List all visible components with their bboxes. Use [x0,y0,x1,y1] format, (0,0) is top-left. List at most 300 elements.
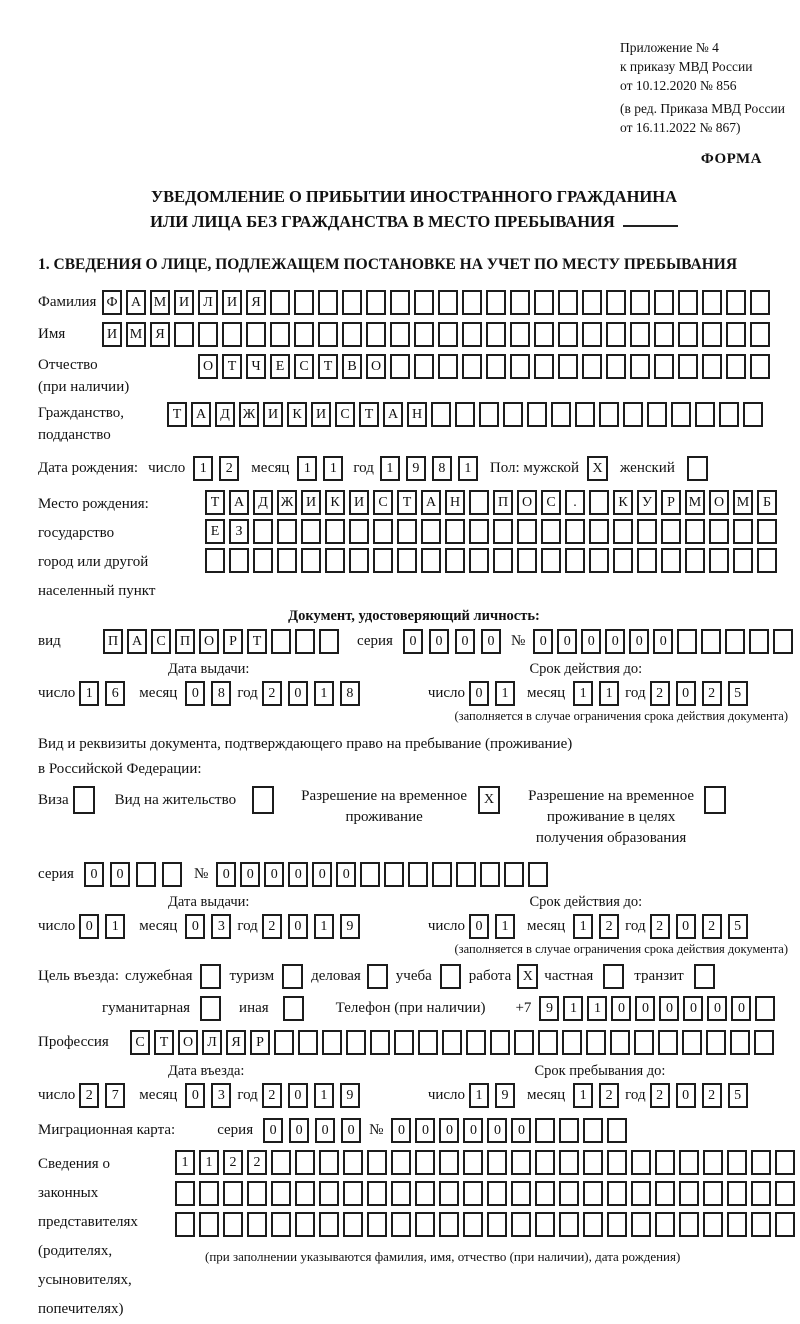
char-cell[interactable]: 2 [702,914,722,939]
char-cell[interactable]: 8 [211,681,231,706]
char-cell[interactable]: Ч [246,354,266,379]
char-cell[interactable] [325,519,345,544]
char-cell[interactable] [271,1150,291,1175]
char-cell[interactable]: 3 [211,1083,231,1108]
char-cell[interactable]: 9 [539,996,559,1021]
char-cell[interactable] [606,354,626,379]
stay-year-input[interactable] [650,1083,754,1108]
char-cell[interactable]: 1 [458,456,478,481]
char-cell[interactable] [775,1212,795,1237]
migration-number-input[interactable] [391,1118,631,1143]
char-cell[interactable] [655,1212,675,1237]
purpose-tourism-checkbox[interactable] [282,964,303,989]
char-cell[interactable] [703,1150,723,1175]
char-cell[interactable] [479,402,499,427]
char-cell[interactable] [654,290,674,315]
char-cell[interactable] [414,322,434,347]
residence-permit-checkbox[interactable] [252,786,274,814]
residence-valid-year-input[interactable] [650,914,754,939]
char-cell[interactable] [384,862,404,887]
char-cell[interactable] [727,1181,747,1206]
char-cell[interactable]: Т [397,490,417,515]
char-cell[interactable]: 0 [403,629,423,654]
char-cell[interactable] [247,1181,267,1206]
char-cell[interactable]: 0 [557,629,577,654]
char-cell[interactable] [175,1212,195,1237]
char-cell[interactable] [575,402,595,427]
char-cell[interactable] [682,1030,702,1055]
char-cell[interactable] [445,548,465,573]
char-cell[interactable] [469,519,489,544]
char-cell[interactable] [773,629,793,654]
char-cell[interactable] [343,1150,363,1175]
char-cell[interactable]: 0 [185,914,205,939]
char-cell[interactable] [295,1212,315,1237]
char-cell[interactable] [634,1030,654,1055]
char-cell[interactable]: И [174,290,194,315]
char-cell[interactable]: Р [661,490,681,515]
char-cell[interactable] [391,1150,411,1175]
entry-year-input[interactable] [262,1083,366,1108]
char-cell[interactable] [438,354,458,379]
char-cell[interactable] [733,519,753,544]
char-cell[interactable]: 7 [105,1083,125,1108]
char-cell[interactable] [749,629,769,654]
char-cell[interactable]: 0 [605,629,625,654]
char-cell[interactable] [702,290,722,315]
char-cell[interactable] [661,519,681,544]
char-cell[interactable]: 0 [185,681,205,706]
char-cell[interactable] [408,862,428,887]
char-cell[interactable] [367,1150,387,1175]
char-cell[interactable]: Т [222,354,242,379]
char-cell[interactable] [247,1212,267,1237]
char-cell[interactable] [367,1212,387,1237]
char-cell[interactable] [487,1181,507,1206]
char-cell[interactable] [535,1212,555,1237]
char-cell[interactable] [637,519,657,544]
char-cell[interactable] [391,1181,411,1206]
char-cell[interactable]: 0 [263,1118,283,1143]
char-cell[interactable]: И [263,402,283,427]
char-cell[interactable] [775,1150,795,1175]
char-cell[interactable]: 0 [629,629,649,654]
char-cell[interactable]: 9 [340,914,360,939]
char-cell[interactable]: А [229,490,249,515]
char-cell[interactable] [432,862,452,887]
birth-year-input[interactable] [380,456,484,481]
char-cell[interactable] [462,354,482,379]
char-cell[interactable]: О [517,490,537,515]
char-cell[interactable] [613,519,633,544]
representatives-row1-input[interactable] [175,1150,799,1175]
char-cell[interactable] [421,548,441,573]
char-cell[interactable] [647,402,667,427]
char-cell[interactable] [606,322,626,347]
char-cell[interactable]: О [178,1030,198,1055]
char-cell[interactable]: 0 [79,914,99,939]
char-cell[interactable]: И [102,322,122,347]
char-cell[interactable]: С [541,490,561,515]
char-cell[interactable] [538,1030,558,1055]
char-cell[interactable] [343,1181,363,1206]
char-cell[interactable]: 1 [495,681,515,706]
char-cell[interactable] [510,322,530,347]
char-cell[interactable] [223,1181,243,1206]
char-cell[interactable] [679,1150,699,1175]
char-cell[interactable] [431,402,451,427]
char-cell[interactable]: 0 [110,862,130,887]
char-cell[interactable]: 0 [315,1118,335,1143]
char-cell[interactable] [517,519,537,544]
char-cell[interactable]: П [175,629,195,654]
char-cell[interactable] [318,290,338,315]
char-cell[interactable] [630,322,650,347]
char-cell[interactable]: З [229,519,249,544]
char-cell[interactable]: 1 [380,456,400,481]
char-cell[interactable] [535,1181,555,1206]
char-cell[interactable] [367,1181,387,1206]
char-cell[interactable] [391,1212,411,1237]
char-cell[interactable]: Т [154,1030,174,1055]
char-cell[interactable] [229,548,249,573]
char-cell[interactable] [709,519,729,544]
char-cell[interactable] [534,290,554,315]
char-cell[interactable] [631,1212,651,1237]
char-cell[interactable] [727,1150,747,1175]
char-cell[interactable] [726,322,746,347]
char-cell[interactable]: 0 [288,1083,308,1108]
char-cell[interactable] [342,322,362,347]
char-cell[interactable]: М [733,490,753,515]
char-cell[interactable]: И [301,490,321,515]
char-cell[interactable]: 2 [599,1083,619,1108]
char-cell[interactable]: 0 [683,996,703,1021]
char-cell[interactable]: 8 [340,681,360,706]
char-cell[interactable] [397,548,417,573]
char-cell[interactable] [205,548,225,573]
temp-residence-checkbox[interactable]: X [478,786,500,814]
birth-month-input[interactable] [297,456,349,481]
firstname-input[interactable] [102,322,774,347]
char-cell[interactable]: 2 [247,1150,267,1175]
char-cell[interactable] [607,1181,627,1206]
char-cell[interactable] [136,862,156,887]
char-cell[interactable]: А [127,629,147,654]
char-cell[interactable] [630,354,650,379]
char-cell[interactable]: 0 [635,996,655,1021]
char-cell[interactable]: Я [226,1030,246,1055]
char-cell[interactable] [695,402,715,427]
char-cell[interactable] [511,1150,531,1175]
birth-place-row2-input[interactable] [205,519,781,544]
char-cell[interactable]: Р [250,1030,270,1055]
char-cell[interactable] [301,548,321,573]
char-cell[interactable]: И [349,490,369,515]
char-cell[interactable] [654,354,674,379]
char-cell[interactable]: 0 [240,862,260,887]
char-cell[interactable] [582,290,602,315]
char-cell[interactable]: 2 [262,914,282,939]
char-cell[interactable] [223,1212,243,1237]
char-cell[interactable]: 0 [469,914,489,939]
char-cell[interactable] [366,290,386,315]
char-cell[interactable] [463,1150,483,1175]
char-cell[interactable] [589,490,609,515]
char-cell[interactable] [730,1030,750,1055]
char-cell[interactable]: 5 [728,681,748,706]
residence-issue-day-input[interactable] [79,914,131,939]
char-cell[interactable]: М [685,490,705,515]
char-cell[interactable]: Е [205,519,225,544]
char-cell[interactable] [271,1212,291,1237]
char-cell[interactable]: Р [223,629,243,654]
char-cell[interactable] [199,1181,219,1206]
char-cell[interactable]: А [383,402,403,427]
char-cell[interactable] [658,1030,678,1055]
char-cell[interactable] [390,290,410,315]
char-cell[interactable]: С [294,354,314,379]
char-cell[interactable]: 0 [264,862,284,887]
char-cell[interactable] [630,290,650,315]
char-cell[interactable] [486,290,506,315]
char-cell[interactable] [415,1181,435,1206]
char-cell[interactable] [319,1212,339,1237]
char-cell[interactable]: 1 [314,1083,334,1108]
char-cell[interactable] [175,1181,195,1206]
char-cell[interactable] [370,1030,390,1055]
residence-issue-year-input[interactable] [262,914,366,939]
char-cell[interactable]: 2 [650,914,670,939]
doc-type-input[interactable] [103,629,343,654]
char-cell[interactable] [349,519,369,544]
char-cell[interactable]: И [222,290,242,315]
residence-valid-month-input[interactable] [573,914,625,939]
char-cell[interactable] [486,354,506,379]
char-cell[interactable]: К [613,490,633,515]
char-cell[interactable]: 1 [587,996,607,1021]
char-cell[interactable] [558,322,578,347]
char-cell[interactable] [222,322,242,347]
char-cell[interactable] [394,1030,414,1055]
char-cell[interactable]: 0 [185,1083,205,1108]
char-cell[interactable] [559,1118,579,1143]
char-cell[interactable] [534,322,554,347]
profession-input[interactable] [130,1030,778,1055]
char-cell[interactable]: С [130,1030,150,1055]
char-cell[interactable] [418,1030,438,1055]
char-cell[interactable]: 3 [211,914,231,939]
char-cell[interactable] [199,1212,219,1237]
char-cell[interactable]: 0 [216,862,236,887]
char-cell[interactable]: 8 [432,456,452,481]
char-cell[interactable] [733,548,753,573]
char-cell[interactable]: 1 [323,456,343,481]
char-cell[interactable] [442,1030,462,1055]
char-cell[interactable] [558,290,578,315]
char-cell[interactable] [757,548,777,573]
char-cell[interactable] [775,1181,795,1206]
char-cell[interactable] [559,1212,579,1237]
char-cell[interactable]: 0 [429,629,449,654]
char-cell[interactable]: У [637,490,657,515]
char-cell[interactable]: 0 [288,914,308,939]
char-cell[interactable] [322,1030,342,1055]
char-cell[interactable] [583,1212,603,1237]
char-cell[interactable]: 0 [533,629,553,654]
char-cell[interactable] [301,519,321,544]
char-cell[interactable] [631,1150,651,1175]
char-cell[interactable]: 1 [79,681,99,706]
char-cell[interactable]: В [342,354,362,379]
char-cell[interactable]: 0 [439,1118,459,1143]
char-cell[interactable]: 0 [312,862,332,887]
char-cell[interactable] [456,862,476,887]
char-cell[interactable]: Н [407,402,427,427]
patronymic-input[interactable] [198,354,774,379]
char-cell[interactable] [671,402,691,427]
char-cell[interactable]: 0 [676,1083,696,1108]
char-cell[interactable] [271,1181,291,1206]
char-cell[interactable]: 1 [199,1150,219,1175]
char-cell[interactable] [253,548,273,573]
char-cell[interactable] [709,548,729,573]
char-cell[interactable] [270,322,290,347]
char-cell[interactable] [562,1030,582,1055]
char-cell[interactable] [487,1150,507,1175]
char-cell[interactable] [253,519,273,544]
char-cell[interactable]: 0 [676,681,696,706]
char-cell[interactable] [360,862,380,887]
char-cell[interactable] [599,402,619,427]
sex-female-checkbox[interactable] [687,456,708,481]
char-cell[interactable]: 5 [728,1083,748,1108]
char-cell[interactable] [511,1181,531,1206]
purpose-other-checkbox[interactable] [283,996,304,1021]
char-cell[interactable]: 5 [728,914,748,939]
char-cell[interactable] [469,490,489,515]
char-cell[interactable]: 0 [415,1118,435,1143]
char-cell[interactable] [487,1212,507,1237]
doc-issue-year-input[interactable] [262,681,366,706]
char-cell[interactable] [439,1150,459,1175]
char-cell[interactable] [466,1030,486,1055]
char-cell[interactable]: 1 [563,996,583,1021]
purpose-official-checkbox[interactable] [200,964,221,989]
char-cell[interactable] [415,1212,435,1237]
char-cell[interactable] [637,548,657,573]
char-cell[interactable]: 0 [676,914,696,939]
char-cell[interactable]: 1 [314,681,334,706]
char-cell[interactable]: О [366,354,386,379]
doc-series-input[interactable] [403,629,507,654]
char-cell[interactable] [366,322,386,347]
char-cell[interactable] [463,1181,483,1206]
temp-residence-education-checkbox[interactable] [704,786,726,814]
doc-issue-month-input[interactable] [185,681,237,706]
char-cell[interactable] [349,548,369,573]
char-cell[interactable]: Я [150,322,170,347]
char-cell[interactable] [294,290,314,315]
char-cell[interactable] [750,354,770,379]
char-cell[interactable]: 0 [659,996,679,1021]
char-cell[interactable] [414,290,434,315]
char-cell[interactable]: . [565,490,585,515]
phone-input[interactable] [539,996,779,1021]
char-cell[interactable] [551,402,571,427]
char-cell[interactable] [719,402,739,427]
char-cell[interactable] [589,548,609,573]
entry-day-input[interactable] [79,1083,131,1108]
char-cell[interactable] [726,290,746,315]
purpose-business-checkbox[interactable] [367,964,388,989]
char-cell[interactable] [511,1212,531,1237]
birth-place-row1-input[interactable] [205,490,781,515]
char-cell[interactable]: 2 [650,681,670,706]
char-cell[interactable] [295,1150,315,1175]
char-cell[interactable]: 9 [495,1083,515,1108]
purpose-study-checkbox[interactable] [440,964,461,989]
char-cell[interactable] [583,1181,603,1206]
char-cell[interactable]: 2 [79,1083,99,1108]
char-cell[interactable]: 1 [297,456,317,481]
char-cell[interactable] [319,629,339,654]
char-cell[interactable]: М [126,322,146,347]
char-cell[interactable]: 2 [650,1083,670,1108]
entry-month-input[interactable] [185,1083,237,1108]
char-cell[interactable]: С [373,490,393,515]
char-cell[interactable] [702,322,722,347]
citizenship-input[interactable] [167,402,767,427]
char-cell[interactable] [438,290,458,315]
birth-place-row3-input[interactable] [205,548,781,573]
char-cell[interactable] [318,322,338,347]
char-cell[interactable]: А [421,490,441,515]
char-cell[interactable]: 1 [573,1083,593,1108]
doc-valid-year-input[interactable] [650,681,754,706]
char-cell[interactable] [685,519,705,544]
char-cell[interactable] [271,629,291,654]
char-cell[interactable] [541,548,561,573]
char-cell[interactable] [701,629,721,654]
char-cell[interactable]: 0 [707,996,727,1021]
char-cell[interactable] [754,1030,774,1055]
char-cell[interactable] [727,1212,747,1237]
char-cell[interactable] [679,1181,699,1206]
char-cell[interactable]: 0 [653,629,673,654]
stay-day-input[interactable] [469,1083,521,1108]
char-cell[interactable]: Ж [277,490,297,515]
char-cell[interactable] [654,322,674,347]
char-cell[interactable] [462,322,482,347]
char-cell[interactable] [390,354,410,379]
char-cell[interactable] [270,290,290,315]
char-cell[interactable]: 0 [84,862,104,887]
sex-male-checkbox[interactable]: X [587,456,608,481]
char-cell[interactable]: 1 [193,456,213,481]
char-cell[interactable] [493,519,513,544]
purpose-private-checkbox[interactable] [603,964,624,989]
char-cell[interactable] [586,1030,606,1055]
char-cell[interactable] [565,519,585,544]
char-cell[interactable] [504,862,524,887]
char-cell[interactable] [725,629,745,654]
char-cell[interactable] [606,290,626,315]
char-cell[interactable]: Л [198,290,218,315]
char-cell[interactable]: 0 [469,681,489,706]
char-cell[interactable]: 0 [487,1118,507,1143]
char-cell[interactable]: 1 [495,914,515,939]
